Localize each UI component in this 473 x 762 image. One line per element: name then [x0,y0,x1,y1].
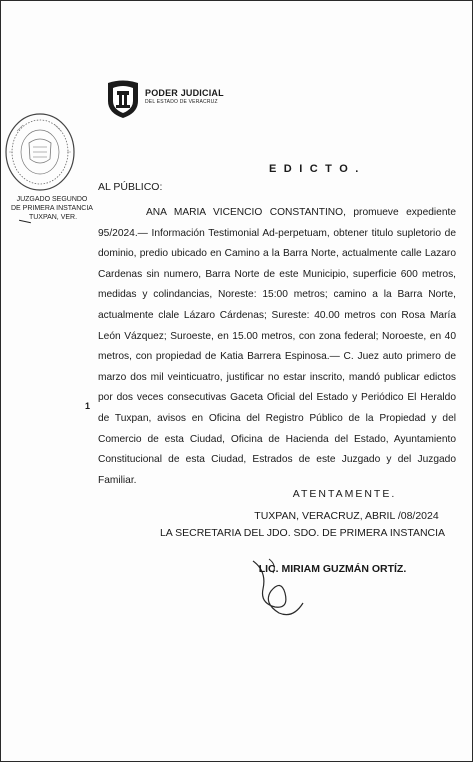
court-stamp-line: TUXPAN, VER. [28,214,78,221]
margin-mark: 1 [85,401,91,411]
poder-judicial-logo [105,79,225,119]
court-stamp [11,195,93,222]
closing-atentamente: ATENTAMENTE. [292,488,397,500]
poder-judicial-emblem-icon [105,79,141,119]
logo-title: PODER JUDICIAL [145,88,224,98]
place-date: TUXPAN, VERACRUZ, ABRIL /08/2024 [254,510,439,522]
document-body [98,203,456,491]
secretary-line: LA SECRETARIA DEL JDO. SDO. DE PRIMERA INSTANCIA [159,527,446,539]
body-paragraph: ANA MARIA VICENCIO CONSTANTINO, promueve expediente 95/2024.— Información Testimonial Ad-perpetuam, obtener titulo supletorio de dominio, predio ubicado en Camino a la Barra Norte, actualmente calle Lazaro Cardenas sin numero, Barra Norte de este Municipio, superficie 600 metros, medidas y colindancias, Noreste: 15:00 metros; camino a la Barra Norte, actualmente clale Lázaro Cárdenas; Sureste: 40.00 metros con Rosa María León Vázquez; Suroeste, en 15.00 metros, con zona federal; Noroeste, en 40 metros, con propiedad de Katia Barrera Espinosa.— C. Juez auto primero de marzo dos mil veinticuatro, justificar no estar inscrito, mandó publicar edictos por dos veces consecutivas Gaceta Oficial del Estado y Periódico El Heraldo de Tuxpan, avisos en Oficina del Registro Público de la Propiedad y del Comercio de esta Ciudad, Oficina de Hacienda del Estado, Ayuntamiento Constitucional de esta Ciudad, Estrados de este Juzgado y del Juzgado Familiar. [98,207,456,486]
court-stamp-line: JUZGADO SEGUNDO [16,196,88,203]
salutation: AL PÚBLICO: [98,181,163,193]
court-seal-icon [3,111,77,193]
court-stamp-line: DE PRIMERA INSTANCIA [11,205,93,212]
signer-name: LIC. MIRIAM GUZMÁN ORTÍZ. [258,563,407,575]
document-title: E D I C T O . [269,163,361,175]
signature-icon [233,551,343,621]
logo-subtitle: DEL ESTADO DE VERACRUZ [145,99,218,105]
